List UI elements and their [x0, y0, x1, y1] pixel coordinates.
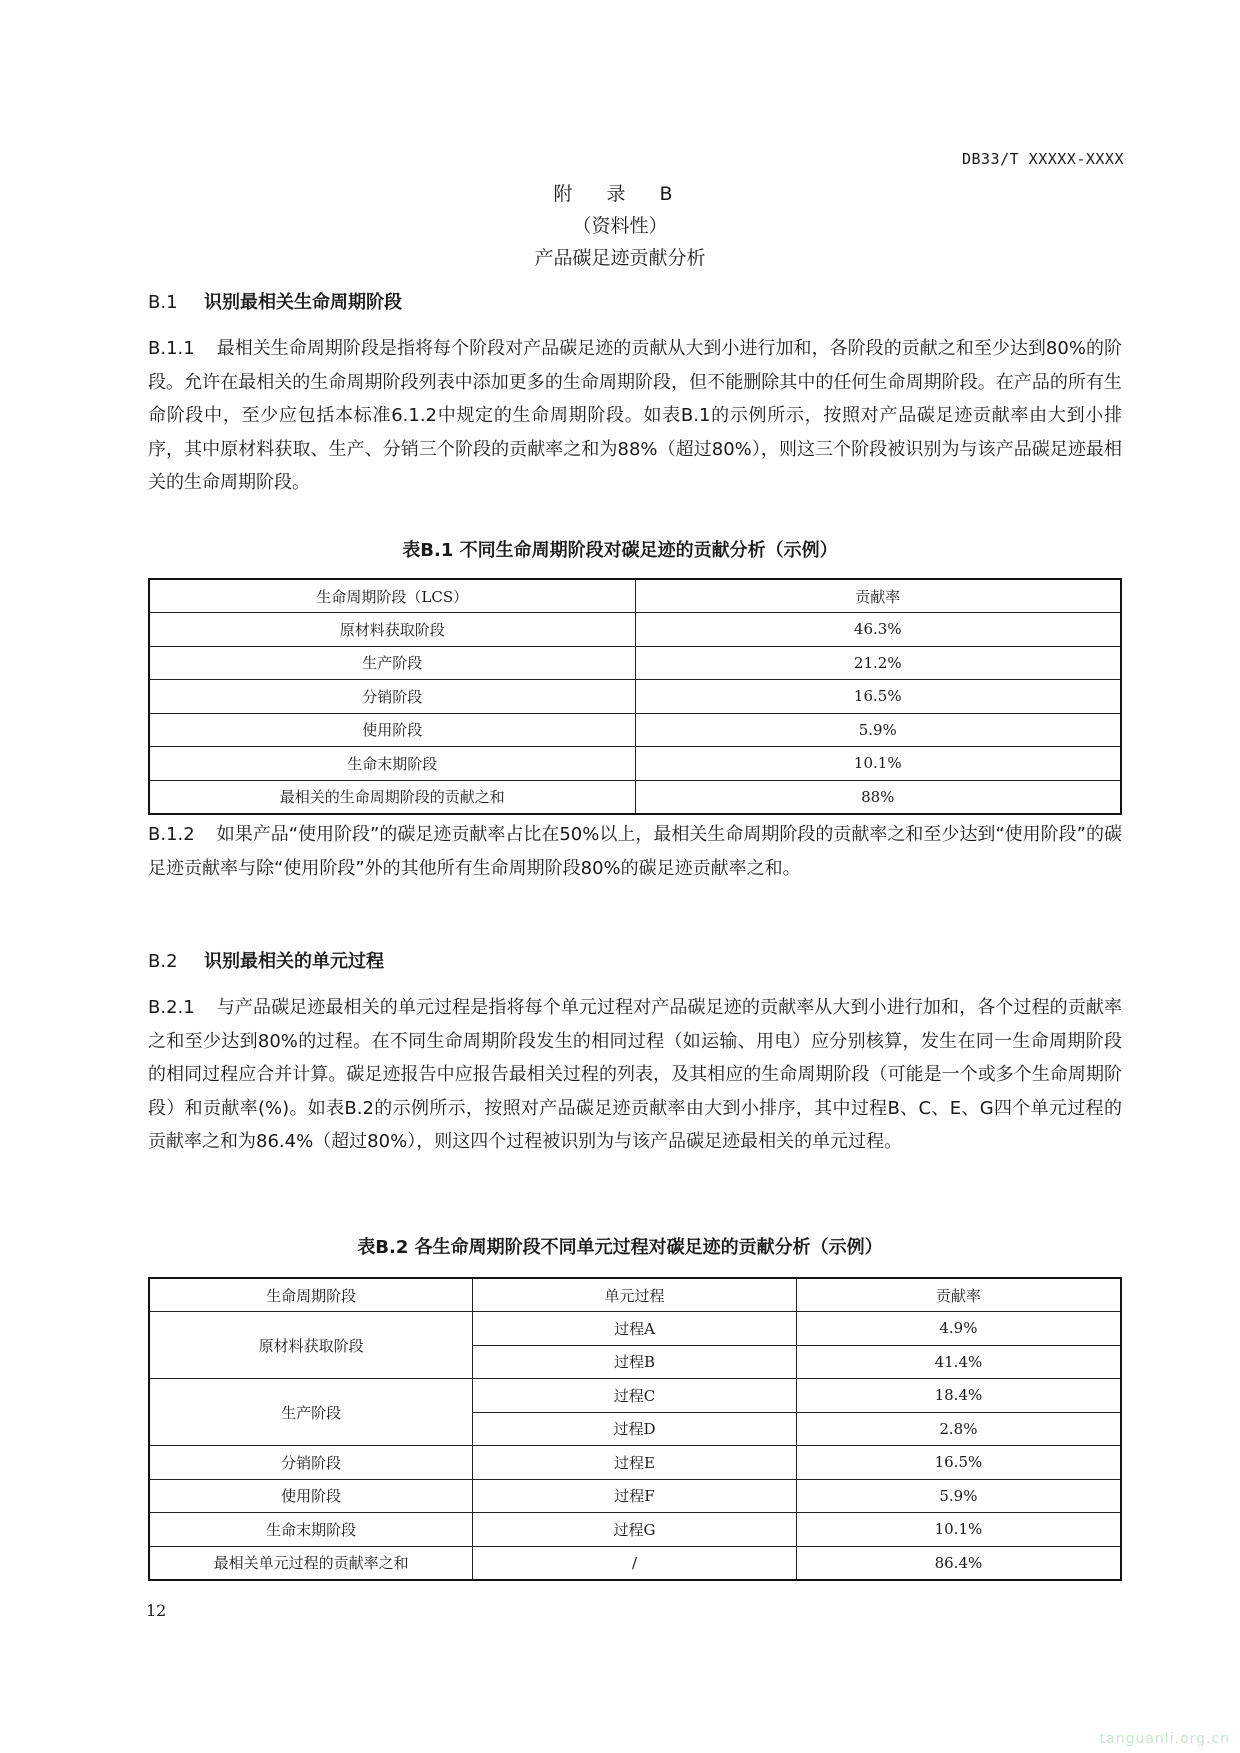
watermark: tanguanli.org.cn	[1099, 1731, 1230, 1747]
appendix-label: 附 录 B	[553, 183, 687, 205]
rate-cell: 10.1%	[635, 747, 1121, 781]
process-cell: 过程B	[473, 1345, 797, 1379]
stage-cell: 分销阶段	[149, 680, 635, 714]
appendix-type: （资料性）	[572, 215, 668, 237]
section-title: 识别最相关生命周期阶段	[204, 292, 402, 313]
process-cell: 过程F	[473, 1479, 797, 1513]
stage-cell: 原材料获取阶段	[149, 1312, 473, 1379]
stage-cell: 生命末期阶段	[149, 1513, 473, 1547]
table-b1	[148, 578, 1122, 815]
section-heading-b1	[148, 288, 402, 314]
table-row	[149, 747, 1121, 781]
table-b1-caption: 表B.1 不同生命周期阶段对碳足迹的贡献分析（示例）	[402, 540, 838, 561]
stage-cell: 最相关单元过程的贡献率之和	[149, 1546, 473, 1580]
header-cell: 贡献率	[796, 1278, 1121, 1312]
table-header-row	[149, 579, 1121, 613]
table-row	[149, 1312, 1121, 1346]
header-cell: 单元过程	[473, 1278, 797, 1312]
table-row	[149, 1479, 1121, 1513]
rate-cell: 21.2%	[635, 646, 1121, 680]
clause-number: B.1.2	[148, 824, 195, 845]
table-b2	[148, 1277, 1122, 1581]
section-number: B.1	[148, 292, 178, 313]
rate-cell: 18.4%	[796, 1379, 1121, 1413]
appendix-title: 产品碳足迹贡献分析	[534, 247, 706, 269]
stage-cell: 原材料获取阶段	[149, 613, 635, 647]
table-b2-caption: 表B.2 各生命周期阶段不同单元过程对碳足迹的贡献分析（示例）	[357, 1237, 883, 1258]
process-cell: 过程G	[473, 1513, 797, 1547]
clause-number: B.1.1	[148, 338, 195, 359]
rate-cell: 2.8%	[796, 1412, 1121, 1446]
table-row	[149, 680, 1121, 714]
table-row	[149, 646, 1121, 680]
clause-text: 如果产品“使用阶段”的碳足迹贡献率占比在50%以上，最相关生命周期阶段的贡献率之和至少达到“使用阶段”的碳足迹贡献率与除“使用阶段”外的其他所有生命周期阶段80%的碳足迹贡献率之和。	[148, 824, 1123, 879]
rate-cell: 86.4%	[796, 1546, 1121, 1580]
table-row	[149, 1446, 1121, 1480]
header-cell: 生命周期阶段（LCS）	[149, 579, 635, 613]
table-row	[149, 713, 1121, 747]
section-number: B.2	[148, 951, 178, 972]
table-row	[149, 1513, 1121, 1547]
paragraph-b1-2	[148, 818, 1122, 885]
stage-cell: 使用阶段	[149, 1479, 473, 1513]
table-row	[149, 613, 1121, 647]
clause-number: B.2.1	[148, 997, 195, 1018]
clause-text: 与产品碳足迹最相关的单元过程是指将每个单元过程对产品碳足迹的贡献率从大到小进行加和，各个过程的贡献率之和至少达到80%的过程。在不同生命周期阶段发生的相同过程（如运输、用电）应分别核算，发生在同一生命周期阶段的相同过程应合并计算。碳足迹报告中应报告最相关过程的列表，及其相应的生命周期阶段（可能是一个或多个生命周期阶段）和贡献率(%)。如表B.2的示例所示，按照对产品碳足迹贡献率由大到小排序，其中过程B、C、E、G四个单元过程的贡献率之和为86.4%（超过80%），则这四个过程被识别为与该产品碳足迹最相关的单元过程。	[148, 997, 1122, 1152]
rate-cell: 16.5%	[635, 680, 1121, 714]
header-cell: 生命周期阶段	[149, 1278, 473, 1312]
table-header-row	[149, 1278, 1121, 1312]
rate-cell: 88%	[635, 780, 1121, 814]
stage-cell: 使用阶段	[149, 713, 635, 747]
document-code: DB33/T XXXXX-XXXX	[961, 150, 1124, 168]
process-cell: 过程D	[473, 1412, 797, 1446]
process-cell: /	[473, 1546, 797, 1580]
table-row	[149, 1546, 1121, 1580]
section-title: 识别最相关的单元过程	[204, 951, 384, 972]
stage-cell: 生产阶段	[149, 1379, 473, 1446]
rate-cell: 5.9%	[635, 713, 1121, 747]
paragraph-b2-1	[148, 991, 1122, 1159]
rate-cell: 4.9%	[796, 1312, 1121, 1346]
stage-cell: 生产阶段	[149, 646, 635, 680]
appendix-title-block	[0, 178, 1240, 274]
header-cell: 贡献率	[635, 579, 1121, 613]
table-row	[149, 780, 1121, 814]
rate-cell: 46.3%	[635, 613, 1121, 647]
stage-cell: 分销阶段	[149, 1446, 473, 1480]
rate-cell: 5.9%	[796, 1479, 1121, 1513]
process-cell: 过程E	[473, 1446, 797, 1480]
stage-cell: 最相关的生命周期阶段的贡献之和	[149, 780, 635, 814]
paragraph-b1-1	[148, 332, 1122, 500]
process-cell: 过程A	[473, 1312, 797, 1346]
section-heading-b2	[148, 947, 384, 973]
stage-cell: 生命末期阶段	[149, 747, 635, 781]
rate-cell: 16.5%	[796, 1446, 1121, 1480]
rate-cell: 10.1%	[796, 1513, 1121, 1547]
rate-cell: 41.4%	[796, 1345, 1121, 1379]
clause-text: 最相关生命周期阶段是指将每个阶段对产品碳足迹的贡献从大到小进行加和，各阶段的贡献之和至少达到80%的阶段。允许在最相关的生命周期阶段列表中添加更多的生命周期阶段，但不能删除其中的任何生命周期阶段。在产品的所有生命阶段中，至少应包括本标准6.1.2中规定的生命周期阶段。如表B.1的示例所示，按照对产品碳足迹贡献率由大到小排序，其中原材料获取、生产、分销三个阶段的贡献率之和为88%（超过80%），则这三个阶段被识别为与该产品碳足迹最相关的生命周期阶段。	[148, 338, 1122, 493]
table-row	[149, 1379, 1121, 1413]
page-number: 12	[146, 1601, 167, 1620]
process-cell: 过程C	[473, 1379, 797, 1413]
